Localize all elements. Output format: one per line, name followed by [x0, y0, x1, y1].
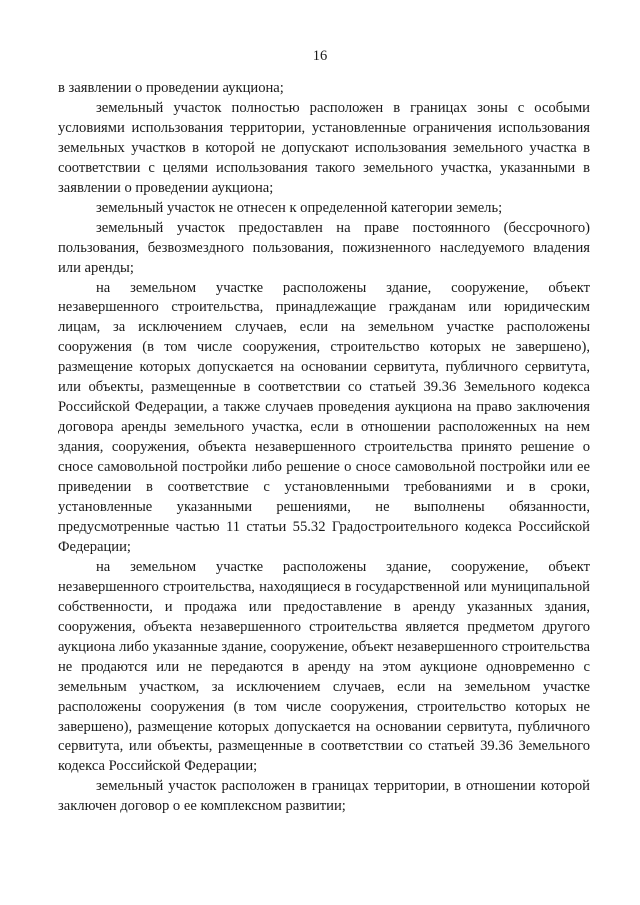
paragraph-complex-development: земельный участок расположен в границах территории, в отношении которой заключен договор о ее комплексном развитии; — [58, 778, 590, 815]
paragraph-land-rights: земельный участок предоставлен на праве постоянного (бессрочного) пользования, безвозмездного пользования, пожизненного наследуемого владения или аренды; — [58, 219, 590, 276]
paragraph-continuation: в заявлении о проведении аукциона; — [58, 80, 284, 96]
document-body — [58, 79, 590, 817]
paragraph-private-buildings: на земельном участке расположены здание, сооружение, объект незавершенного строительства, принадлежащие гражданам или юридическим лицам, за исключением случаев, если на земельном участке расположены сооружения (в том числе сооружения, строительство которых не завершено), размещение которых допускается на основании сервитута, публичного сервитута, или объекты, размещенные в соответствии со статьей 39.36 Земельного кодекса Российской Федерации, а также случаев проведения аукциона на право заключения договора аренды земельного участка, если в отношении расположенных на нем здания, сооружения, объекта незавершенного строительства принято решение о сносе самовольной постройки либо решение о сносе самовольной постройки или ее приведении в соответствие с установленными требованиями и в сроки, установленные указанными решениями, не выполнены обязанности, предусмотренные частью 11 статьи 55.32 Градостроительного кодекса Российской Федерации; — [58, 279, 590, 555]
page-number: 16 — [312, 48, 328, 64]
paragraph-public-buildings: на земельном участке расположены здание, сооружение, объект незавершенного строительства, находящиеся в государственной или муниципальной собственности, и продажа или предоставление в аренду указанных здания, сооружения, объекта незавершенного строительства является предметом другого аукциона либо указанные здание, сооружение, объект незавершенного строительства не продаются или не передаются в аренду на этом аукционе одновременно с земельным участком, за исключением случаев, если на земельном участке расположены сооружения (в том числе сооружения, строительство которых не завершено), размещение которых допускается на основании сервитута, публичного сервитута, или объекты, размещенные в соответствии со статьей 39.36 Земельного кодекса Российской Федерации; — [58, 558, 590, 775]
paragraph-land-category: земельный участок не отнесен к определенной категории земель; — [96, 199, 503, 216]
paragraph-special-zone: земельный участок полностью расположен в границах зоны с особыми условиями использования территории, установленные ограничения использования земельных участков в которой не допускают использования земельного участка в соответствии с целями использования такого земельного участка, указанными в заявлении о проведении аукциона; — [58, 99, 590, 196]
